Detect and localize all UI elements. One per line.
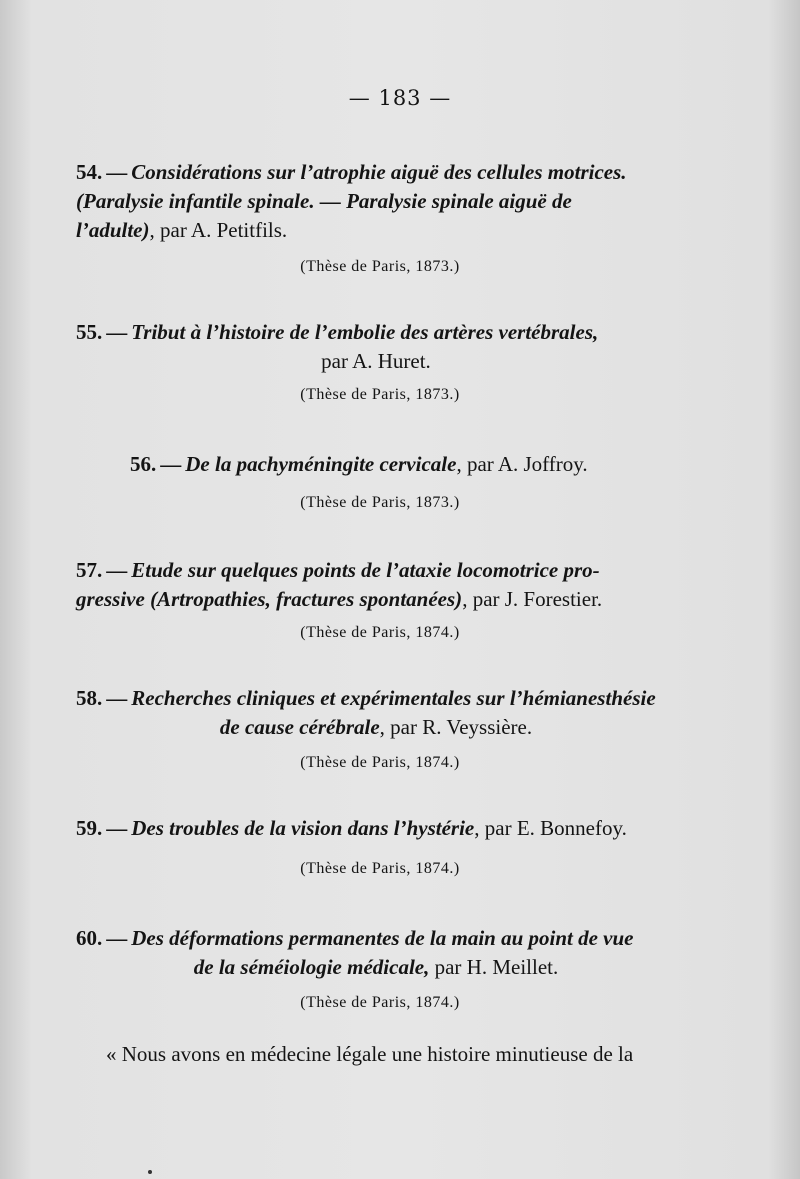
entry-number: 55. [76,320,103,344]
thesis-note: (Thèse de Paris, 1874.) [300,994,460,1011]
entry-title: Etude sur quelques points de l’ataxie locomotrice pro- [131,558,600,582]
entry-title-cont: (Paralysie infantile spinale. — Paralysie spinale aiguë de [76,189,572,213]
entry-56: 56. — De la pachyméningite cervicale, par A. Joffroy. [130,452,588,476]
entry-58: 58. — Recherches cliniques et expérimentales sur l’hémianesthésie de cause cérébrale, par R. Veyssière. [76,686,656,739]
entry-author: , par R. Veyssière. [379,715,533,739]
thesis-note: (Thèse de Paris, 1873.) [300,386,460,403]
entry-author: , par E. Bonnefoy. [474,816,627,840]
entry-title: Tribut à l’histoire de l’embolie des artères vertébrales, [131,320,599,344]
entry-author: , par A. Joffroy. [456,452,588,476]
entry-60: 60. — Des déformations permanentes de la main au point de vue de la séméiologie médicale, par H. Meillet. [76,926,634,979]
page-number: — 183 — [348,86,452,110]
entry-title-cont: l’adulte) [76,218,150,242]
closing-paragraph: « Nous avons en médecine légale une histoire minutieuse de la [106,1042,634,1066]
entry-number: 58. [76,686,103,710]
entry-57: 57. — Etude sur quelques points de l’ataxie locomotrice pro- gressive (Artropathies, fractures spontanées), par J. Forestier. [76,558,603,611]
entry-author: , par J. Forestier. [462,587,603,611]
entry-title: Considérations sur l’atrophie aiguë des cellules motrices. [131,160,627,184]
entry-number: 60. [76,926,103,950]
thesis-note: (Thèse de Paris, 1874.) [300,624,460,641]
thesis-note: (Thèse de Paris, 1873.) [300,494,460,511]
thesis-note: (Thèse de Paris, 1874.) [300,754,460,771]
entry-number: 57. [76,558,103,582]
entry-55: 55. — Tribut à l’histoire de l’embolie des artères vertébrales, par A. Huret. [76,320,599,373]
thesis-note: (Thèse de Paris, 1873.) [300,258,460,275]
entry-title-cont: de cause cérébrale [219,715,380,739]
print-speck [148,1170,152,1174]
entry-title: Des déformations permanentes de la main au point de vue [131,926,634,950]
entry-59: 59. — Des troubles de la vision dans l’hystérie, par E. Bonnefoy. [76,816,627,840]
entry-54: 54. — Considérations sur l’atrophie aiguë des cellules motrices. (Paralysie infantile spinale. — Paralysie spinale aiguë de l’adulte), par A. Petitfils. [76,160,627,242]
entry-number: 54. [76,160,103,184]
entry-title: Recherches cliniques et expérimentales sur l’hémianesthésie [131,686,656,710]
entry-author: par A. Huret. [321,349,431,373]
entry-title-cont: gressive (Artropathies, fractures spontanées) [76,587,463,611]
entry-author: par H. Meillet. [429,955,559,979]
entry-author: , par A. Petitfils. [149,218,288,242]
entry-title: De la pachyméningite cervicale [185,452,457,476]
thesis-note: (Thèse de Paris, 1874.) [300,860,460,877]
entry-title: Des troubles de la vision dans l’hystérie [131,816,475,840]
entry-title-cont: de la séméiologie médicale, [193,955,430,979]
entry-number: 56. [130,452,157,476]
entry-number: 59. [76,816,103,840]
